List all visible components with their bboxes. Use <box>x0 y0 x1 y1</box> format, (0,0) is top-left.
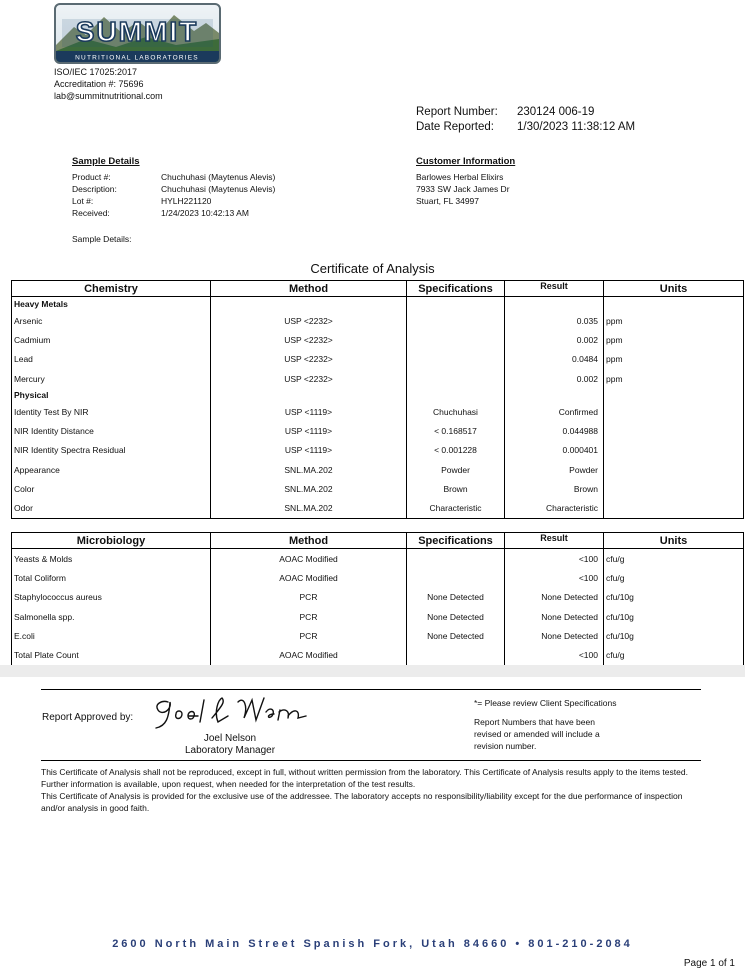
test-specification: < 0.168517 <box>407 421 505 440</box>
revision-note-line-1: Report Numbers that have been <box>474 717 595 727</box>
microbiology-table <box>11 532 744 666</box>
table-row <box>12 607 744 626</box>
table-row <box>12 479 744 498</box>
col-method: Method <box>211 533 407 549</box>
test-units: ppm <box>604 350 744 369</box>
disclaimer-p1: This Certificate of Analysis shall not be reproduced, except in full, without written permission from the laboratory. This Certificate of Analysis results apply to the items tested. Further information is available, upon request, when needed for the interpretation of the test results. <box>41 767 688 789</box>
iso-standard: ISO/IEC 17025:2017 <box>54 67 138 77</box>
test-units <box>604 402 744 421</box>
customer-address-2: Stuart, FL 34997 <box>416 196 480 206</box>
table-row <box>12 402 744 421</box>
test-units <box>604 499 744 519</box>
test-units <box>604 421 744 440</box>
test-name: E.coli <box>12 626 211 645</box>
lab-email[interactable]: lab@summitnutritional.com <box>54 91 163 101</box>
page-number: Page 1 of 1 <box>683 958 735 969</box>
test-units: cfu/10g <box>604 607 744 626</box>
col-units: Units <box>604 281 744 297</box>
test-method: SNL.MA.202 <box>211 479 407 498</box>
col-specifications: Specifications <box>407 281 505 297</box>
test-result: None Detected <box>505 607 604 626</box>
test-name: Color <box>12 479 211 498</box>
table-row <box>12 421 744 440</box>
col-units: Units <box>604 533 744 549</box>
lot-value: HYLH221120 <box>161 196 212 206</box>
description-label: Description: <box>72 184 117 194</box>
customer-info-title: Customer Information <box>416 156 516 167</box>
approved-by-label: Report Approved by: <box>42 712 134 723</box>
received-value: 1/24/2023 10:42:13 AM <box>161 208 249 218</box>
summit-logo <box>54 3 221 64</box>
test-specification <box>407 311 505 330</box>
test-name: Yeasts & Molds <box>12 549 211 569</box>
test-units: cfu/g <box>604 645 744 665</box>
test-units: ppm <box>604 369 744 388</box>
test-method: AOAC Modified <box>211 568 407 587</box>
test-method: USP <1119> <box>211 441 407 460</box>
col-method: Method <box>211 281 407 297</box>
col-result: Result <box>505 281 604 297</box>
group-label: Physical <box>12 388 211 402</box>
test-method: SNL.MA.202 <box>211 460 407 479</box>
product-label: Product #: <box>72 172 111 182</box>
footer-address: 2600 North Main Street Spanish Fork, Utah 84660 • 801-210-2084 <box>112 938 633 950</box>
table-row <box>12 568 744 587</box>
test-method: AOAC Modified <box>211 645 407 665</box>
date-reported: 1/30/2023 11:38:12 AM <box>517 121 636 133</box>
col-microbiology: Microbiology <box>12 533 211 549</box>
table-row <box>12 441 744 460</box>
test-result: 0.044988 <box>505 421 604 440</box>
test-name: NIR Identity Spectra Residual <box>12 441 211 460</box>
test-method: PCR <box>211 607 407 626</box>
test-result: 0.035 <box>505 311 604 330</box>
test-name: Total Coliform <box>12 568 211 587</box>
client-spec-star: *= Please review Client Specifications <box>474 698 617 708</box>
test-result: <100 <box>505 568 604 587</box>
test-name: Total Plate Count <box>12 645 211 665</box>
group-heavy-metals: Heavy Metals <box>12 297 744 312</box>
microbiology-header-row <box>12 533 744 549</box>
col-result: Result <box>505 533 604 549</box>
sample-details-label: Sample Details: <box>72 234 132 244</box>
test-specification <box>407 549 505 569</box>
test-result: 0.002 <box>505 330 604 349</box>
test-units: ppm <box>604 311 744 330</box>
sample-values <box>161 171 275 219</box>
test-specification: None Detected <box>407 588 505 607</box>
product-value: Chuchuhasi (Maytenus Alevis) <box>161 172 276 182</box>
lab-info <box>54 66 163 102</box>
table-row <box>12 645 744 665</box>
description-value: Chuchuhasi (Maytenus Alevis) <box>161 184 276 194</box>
test-method: USP <1119> <box>211 421 407 440</box>
test-name: Mercury <box>12 369 211 388</box>
test-units <box>604 441 744 460</box>
approver-name: Joel Nelson <box>203 733 257 744</box>
client-spec-note <box>474 697 616 709</box>
disclaimer <box>41 766 701 814</box>
test-method: USP <2232> <box>211 311 407 330</box>
table-row <box>12 330 744 349</box>
test-result: 0.002 <box>505 369 604 388</box>
test-method: PCR <box>211 626 407 645</box>
test-method: USP <2232> <box>211 350 407 369</box>
test-units <box>604 479 744 498</box>
customer-info <box>416 171 510 207</box>
divider-band <box>0 665 745 677</box>
table-row <box>12 369 744 388</box>
col-chemistry: Chemistry <box>12 281 211 297</box>
revision-note <box>474 716 600 752</box>
test-method: AOAC Modified <box>211 549 407 569</box>
chemistry-header-row <box>12 281 744 297</box>
test-specification <box>407 369 505 388</box>
test-specification <box>407 645 505 665</box>
test-result: None Detected <box>505 626 604 645</box>
table-row <box>12 460 744 479</box>
logo-brand: SUMMIT <box>75 16 199 47</box>
approver <box>160 733 300 757</box>
test-result: <100 <box>505 645 604 665</box>
test-units: cfu/g <box>604 568 744 587</box>
test-method: USP <2232> <box>211 369 407 388</box>
test-name: Identity Test By NIR <box>12 402 211 421</box>
logo-tagline: NUTRITIONAL LABORATORIES <box>75 54 199 62</box>
test-method: USP <1119> <box>211 402 407 421</box>
chemistry-table <box>11 280 744 519</box>
test-name: Arsenic <box>12 311 211 330</box>
table-row <box>12 549 744 569</box>
test-specification: < 0.001228 <box>407 441 505 460</box>
test-method: SNL.MA.202 <box>211 499 407 519</box>
test-method: PCR <box>211 588 407 607</box>
test-name: Cadmium <box>12 330 211 349</box>
test-specification: Characteristic <box>407 499 505 519</box>
sample-details-title: Sample Details <box>72 156 140 167</box>
sample-labels <box>72 171 117 219</box>
lot-label: Lot #: <box>72 196 94 206</box>
table-row <box>12 311 744 330</box>
test-result: <100 <box>505 549 604 569</box>
test-specification: Brown <box>407 479 505 498</box>
group-physical <box>12 388 744 402</box>
coa-title: Certificate of Analysis <box>310 261 435 276</box>
test-specification <box>407 568 505 587</box>
test-result: Characteristic <box>505 499 604 519</box>
test-name: Staphylococcus aureus <box>12 588 211 607</box>
test-units: cfu/g <box>604 549 744 569</box>
approver-title: Laboratory Manager <box>184 745 276 756</box>
report-number: 230124 006-19 <box>517 106 595 118</box>
test-units <box>604 460 744 479</box>
test-name: Appearance <box>12 460 211 479</box>
revision-note-line-2: revised or amended will include a <box>474 729 600 739</box>
divider-line-2 <box>41 760 701 761</box>
test-name: Salmonella spp. <box>12 607 211 626</box>
test-result: Powder <box>505 460 604 479</box>
test-units: cfu/10g <box>604 588 744 607</box>
test-specification <box>407 350 505 369</box>
col-specifications: Specifications <box>407 533 505 549</box>
test-name: Lead <box>12 350 211 369</box>
test-specification: Powder <box>407 460 505 479</box>
received-label: Received: <box>72 208 110 218</box>
date-reported-label: Date Reported: <box>416 121 494 133</box>
table-row <box>12 499 744 519</box>
test-result: 0.000401 <box>505 441 604 460</box>
customer-name: Barlowes Herbal Elixirs <box>416 172 504 182</box>
accreditation: Accreditation #: 75696 <box>54 79 144 89</box>
test-units: cfu/10g <box>604 626 744 645</box>
test-units: ppm <box>604 330 744 349</box>
divider-line <box>41 689 701 690</box>
test-result: 0.0484 <box>505 350 604 369</box>
test-result: Brown <box>505 479 604 498</box>
test-name: Odor <box>12 499 211 519</box>
revision-note-line-3: revision number. <box>474 741 537 751</box>
customer-address-1: 7933 SW Jack James Dr <box>416 184 510 194</box>
report-number-label: Report Number: <box>416 106 498 118</box>
signature-icon <box>148 692 313 734</box>
disclaimer-p2: This Certificate of Analysis is provided for the exclusive use of the addressee. The laboratory accepts no responsibility/liability except for the due performance of inspection and/or analysis in good faith. <box>41 791 683 813</box>
test-method: USP <2232> <box>211 330 407 349</box>
table-row <box>12 350 744 369</box>
test-result: None Detected <box>505 588 604 607</box>
test-specification <box>407 330 505 349</box>
test-name: NIR Identity Distance <box>12 421 211 440</box>
test-specification: None Detected <box>407 626 505 645</box>
table-row <box>12 588 744 607</box>
table-row <box>12 626 744 645</box>
mountain-logo-icon <box>56 5 219 62</box>
test-specification: None Detected <box>407 607 505 626</box>
test-specification: Chuchuhasi <box>407 402 505 421</box>
test-result: Confirmed <box>505 402 604 421</box>
